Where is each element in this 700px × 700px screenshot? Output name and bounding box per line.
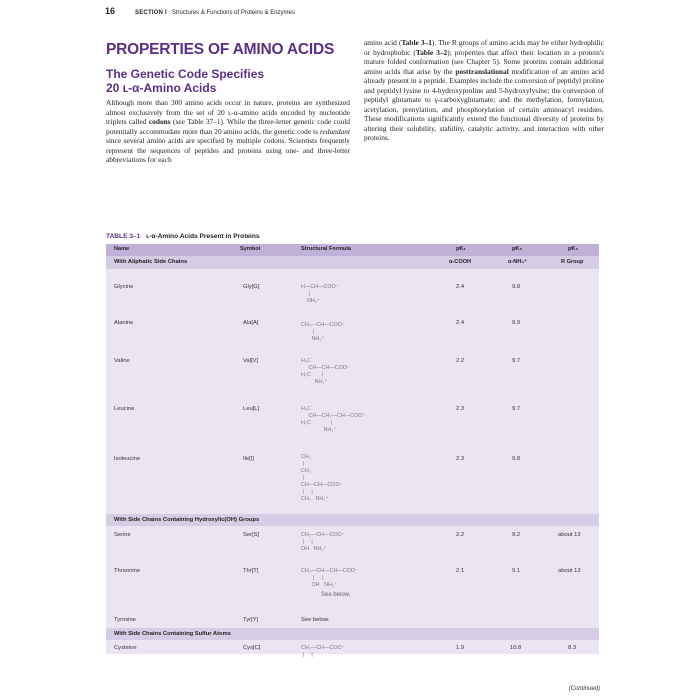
row-name: Glycine	[114, 284, 134, 290]
main-title: PROPERTIES OF AMINO ACIDS	[106, 41, 335, 58]
group-band-sulfur	[106, 628, 599, 640]
row-pk1: 2.3	[456, 456, 465, 462]
right-bold-2: Table 3–2	[415, 47, 448, 57]
continued-note: (Continued)	[568, 686, 600, 692]
subcol-r-group: R Group	[561, 259, 584, 265]
group-hydroxylic: With Side Chains Containing Hydroxylic(OH) Groups	[114, 517, 260, 523]
row-pk1: 2.2	[456, 532, 465, 538]
formula-line: |	[301, 461, 304, 467]
table-title: ʟ-α-Amino Acids Present in Proteins	[146, 233, 260, 240]
structural-formula: See below.	[301, 617, 330, 623]
formula-line: H—CH—COO⁻	[301, 284, 339, 290]
row-symbol: Ala[A]	[243, 320, 259, 326]
row-name: Valine	[114, 358, 130, 364]
running-header	[105, 6, 295, 16]
left-text-3: since several amino acids are specified by multiple codons. Scientists frequently represent the sequences of peptides and proteins using one- and three-letter abbreviations for each	[106, 136, 350, 165]
group-sulfur: With Side Chains Containing Sulfur Atoms	[114, 631, 231, 637]
structural-formula	[301, 454, 342, 503]
row-pk2: 9.8	[512, 284, 521, 290]
formula-line: NH₃⁺	[301, 427, 337, 433]
formula-line: H₃C	[301, 406, 311, 412]
formula-line: CH₃	[301, 454, 311, 460]
formula-line: CH₂—CH—COO⁻	[301, 532, 345, 538]
right-text-3: ); properties that affect their location in a protein's mature folded conformation (see Chapter 5). Some proteins contain additional amino acids that arise by the	[364, 47, 604, 76]
subhead-line-1: The Genetic Code Specifies	[106, 67, 265, 81]
formula-line: H₃C	[301, 358, 311, 364]
formula-line: NH₃⁺	[301, 379, 328, 385]
formula-line: |	[301, 475, 304, 481]
row-pk1: 1.9	[456, 645, 465, 651]
formula-line: NH₃⁺	[301, 298, 320, 304]
row-symbol: Cys[C]	[243, 645, 261, 651]
row-symbol: Tyr[Y]	[243, 617, 259, 623]
row-name: Serine	[114, 532, 131, 538]
col-name: Name	[114, 246, 130, 252]
table-subheader-row	[106, 256, 599, 269]
formula-line: OH NH₃⁺	[301, 546, 327, 552]
section-title: Structures & Functions of Proteins & Enzymes	[171, 10, 295, 16]
right-bold-3: posttranslational	[455, 66, 509, 76]
row-pk3: about 13	[558, 532, 581, 538]
formula-line: CH₃ NH₃⁺	[301, 496, 329, 502]
structural-formula	[301, 568, 358, 599]
row-pk1: 2.1	[456, 568, 465, 574]
right-text-2: ). The R groups of amino acids may be either hydrophilic or hydrophobic (	[364, 38, 604, 57]
row-pk3: 8.3	[568, 645, 577, 651]
row-name: Leucine	[114, 406, 135, 412]
row-symbol: Val[V]	[243, 358, 259, 364]
formula-line: CH₃—CH—CH—COO⁻	[301, 568, 358, 574]
structural-formula	[301, 358, 350, 386]
table-header-row	[106, 244, 599, 256]
right-bold-1: Table 3–1	[401, 38, 432, 47]
formula-line: CH₂	[301, 468, 311, 474]
row-symbol: Ser[S]	[243, 532, 260, 538]
formula-line: CH—CH—COO⁻	[301, 482, 343, 488]
row-symbol: Leu[L]	[243, 406, 260, 412]
row-pk1: 2.3	[456, 406, 465, 412]
amino-acid-table	[106, 244, 599, 658]
formula-line: | |	[301, 489, 313, 495]
row-name: Tyrosine	[114, 617, 136, 623]
formula-line: | |	[301, 575, 324, 581]
structural-formula	[301, 532, 345, 553]
row-name: Cysteine	[114, 645, 137, 651]
subhead-line-2: 20 ʟ-α-Amino Acids	[106, 81, 217, 95]
formula-line: |	[301, 329, 315, 335]
row-pk1: 2.4	[456, 320, 465, 326]
row-symbol: Gly[G]	[243, 284, 260, 290]
formula-line: OH NH₃⁺	[301, 582, 337, 588]
left-bold-1: codons	[148, 117, 171, 127]
formula-line: CH₂—CH—COO⁻	[301, 645, 345, 651]
row-pk1: 2.2	[456, 358, 465, 364]
left-italic-1: redundant	[319, 126, 350, 136]
structural-formula	[301, 284, 339, 305]
formula-line: H₃C |	[301, 372, 323, 378]
row-pk2: 9.1	[512, 568, 521, 574]
formula-line: | |	[301, 539, 313, 545]
left-text-2: (see Table 37–1). While the three-letter genetic code could potentially accommodate more than 20 amino acids, the genetic code is	[106, 117, 350, 136]
threonine-see-below: See below.	[321, 592, 351, 598]
page-number: 16	[105, 6, 116, 16]
row-name: Isoleucine	[114, 456, 141, 462]
row-name: Threonine	[114, 568, 141, 574]
subcol-alpha-cooh: α-COOH	[449, 259, 472, 265]
row-symbol: Ile[I]	[243, 456, 254, 462]
left-text-1: Although more than 300 amino acids occur in nature, proteins are synthesized almost exclusively from the set of 20 ʟ-α-amino acids encoded by nucleotide triplets called	[106, 98, 350, 127]
col-symbol: Symbol	[240, 246, 261, 252]
structural-formula	[301, 645, 345, 659]
row-pk3: about 13	[558, 568, 581, 574]
col-pk3: pK₃	[568, 246, 579, 252]
col-pk1: pK₁	[456, 246, 466, 252]
table-caption	[106, 233, 260, 240]
formula-line: | |	[301, 652, 313, 658]
formula-line: |	[301, 291, 310, 297]
row-pk1: 2.4	[456, 284, 465, 290]
formula-line: CH—CH—COO⁻	[301, 365, 350, 371]
right-text-4: modification of an amino acid already present in a peptide. Examples include the conversion of peptidyl proline and peptidyl lysine to 4-hydroxyproline and 5-hydroxylysine; the conversion of peptidyl glutamate to γ-carboxyglutamate; and the methylation, formylation, acetylation, prenylation, and phosphorylation of certain aminoacyl residues. These modifications significantly extend the functional diversity of proteins by altering their solubility, stability, catalytic activity, and interaction with other proteins.	[364, 66, 604, 143]
formula-line: CH—CH₂—CH—COO⁻	[301, 413, 366, 419]
col-pk2: pK₂	[512, 246, 522, 252]
table-number: TABLE 3–1	[106, 233, 141, 240]
formula-line: CH₃—CH—COO⁻	[301, 322, 345, 328]
right-text-1: amino acid (	[364, 38, 402, 47]
group-aliphatic: With Aliphatic Side Chains	[114, 259, 188, 265]
left-paragraph	[106, 98, 350, 165]
row-pk2: 9.7	[512, 406, 521, 412]
row-name: Alanine	[114, 320, 134, 326]
structural-formula	[301, 322, 345, 343]
subcol-alpha-nh3: α-NH₃⁺	[508, 259, 527, 265]
row-pk2: 10.8	[510, 645, 522, 651]
group-band-hydroxylic	[106, 514, 599, 526]
formula-line: NH₃⁺	[301, 336, 325, 342]
row-pk2: 9.2	[512, 532, 521, 538]
row-pk2: 9.8	[512, 456, 521, 462]
left-column	[106, 38, 350, 165]
subhead	[106, 67, 350, 95]
col-formula: Structural Formula	[301, 246, 352, 252]
structural-formula	[301, 406, 365, 434]
right-paragraph	[364, 38, 604, 143]
section-label: SECTION I	[135, 10, 167, 16]
right-column	[364, 38, 604, 143]
row-pk2: 9.9	[512, 320, 521, 326]
row-pk2: 9.7	[512, 358, 521, 364]
formula-line: H₃C |	[301, 420, 332, 426]
row-symbol: Thr[T]	[243, 568, 259, 574]
